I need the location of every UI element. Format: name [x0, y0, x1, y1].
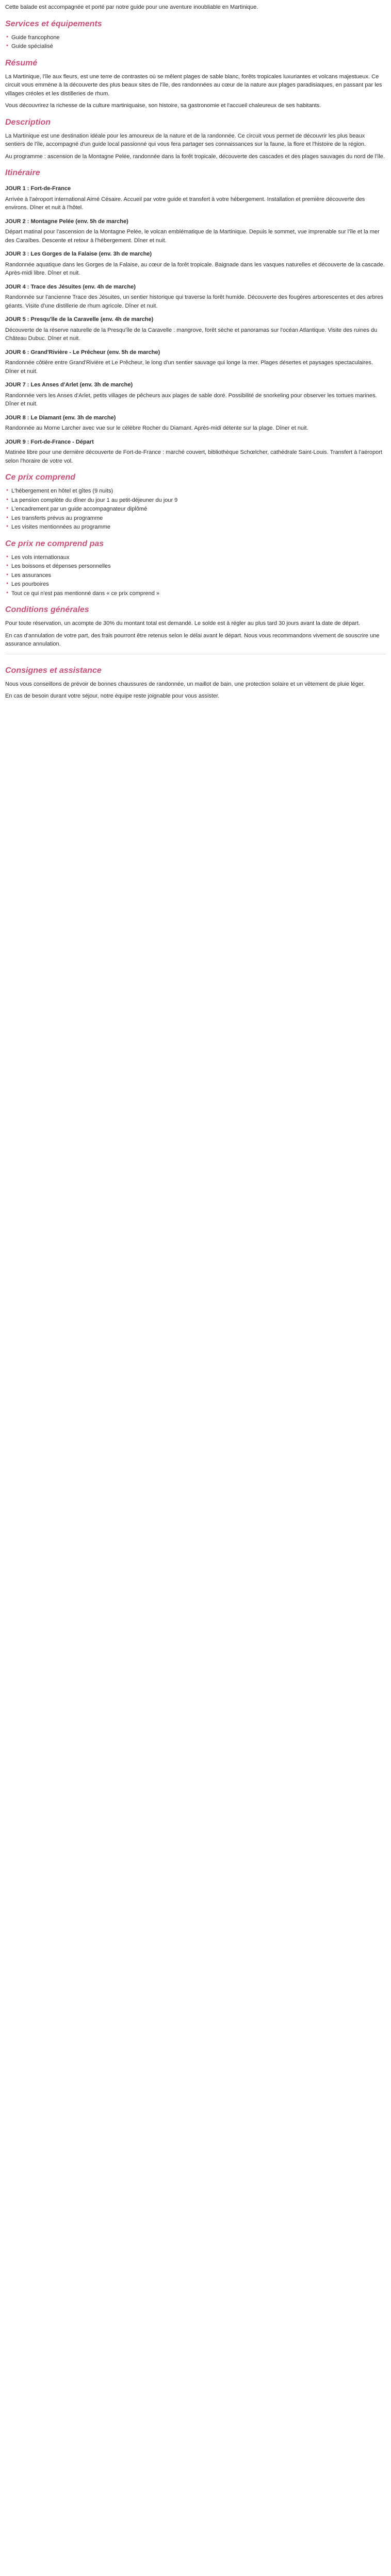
list-item: ● L'encadrement par un guide accompagnateur diplômé — [5, 505, 386, 514]
day-block — [5, 250, 386, 278]
paragraph: La Martinique, l'île aux fleurs, est une terre de contrastes où se mêlent plages de sable blanc, forêts tropicales luxuriantes et volcans majestueux. Ce circuit vous emmène à la découverte des plus beaux sites de l'île, des randonnées au cœur de la nature aux plages paradisiaques, en passant par les villages créoles et les distilleries de rhum. — [5, 73, 382, 97]
paragraph: Vous découvrirez la richesse de la culture martiniquaise, son histoire, sa gastronomie et l'accueil chaleureux de ses habitants. — [5, 103, 321, 109]
not-included-title: Ce prix ne comprend pas — [5, 539, 104, 548]
not-included-list — [5, 553, 386, 598]
list-item: ● La pension complète du dîner du jour 1 au petit-déjeuner du jour 9 — [5, 496, 386, 505]
day-block — [5, 217, 386, 245]
paragraph: La Martinique est une destination idéale pour les amoureux de la nature et de la randonnée. Ce circuit vous permet de découvrir les plus beaux sentiers de l'île, accompagné d'un guide local passionné qui vous fera partager ses connaissances sur la faune, la flore et l'histoire de la région. — [5, 132, 366, 147]
list-item: ● Les vols internationaux — [5, 553, 386, 562]
itinerary-title: Itinéraire — [5, 168, 40, 177]
description-title: Description — [5, 117, 51, 127]
day-text: Randonnée au Morne Larcher avec vue sur le célèbre Rocher du Diamant. Après-midi détente sur la plage. Dîner et nuit. — [5, 425, 308, 431]
day-text: Randonnée sur l'ancienne Trace des Jésuites, un sentier historique qui traverse la forêt humide. Découverte des fougères arborescentes et des arbres géants. Visite d'une distillerie de rhum agricole. Dîner et nuit. — [5, 294, 383, 309]
day-text: Arrivée à l'aéroport international Aimé Césaire. Accueil par votre guide et transfert à votre hébergement. Installation et première découverte des environs. Dîner et nuit à l'hôtel. — [5, 196, 365, 211]
paragraph: Pour toute réservation, un acompte de 30% du montant total est demandé. Le solde est à régler au plus tard 30 jours avant la date de départ. — [5, 620, 360, 626]
day-title: JOUR 7 : Les Anses d'Arlet (env. 3h de marche) — [5, 382, 133, 388]
conditions-title: Conditions générales — [5, 605, 89, 614]
paragraph: Au programme : ascension de la Montagne Pelée, randonnée dans la forêt tropicale, découverte des cascades et des plages sauvages du nord de l'île. — [5, 153, 385, 160]
day-text: Découverte de la réserve naturelle de la Presqu'île de la Caravelle : mangrove, forêt sèche et panoramas sur l'océan Atlantique. Visite des ruines du Château Dubuc. Dîner et nuit. — [5, 327, 378, 342]
resume-title: Résumé — [5, 58, 38, 67]
day-title: JOUR 9 : Fort-de-France - Départ — [5, 438, 94, 445]
list-item: ● Les pourboires — [5, 580, 386, 589]
paragraph: En cas d'annulation de votre part, des frais pourront être retenus selon le délai avant le départ. Nous vous recommandons vivement de souscrire une assurance annulation. — [5, 632, 380, 647]
day-text: Randonnée aquatique dans les Gorges de la Falaise, au cœur de la forêt tropicale. Baignade dans les vasques naturelles et découverte de la cascade. Après-midi libre. Dîner et nuit. — [5, 261, 385, 276]
list-item: ● Les visites mentionnées au programme — [5, 523, 386, 532]
day-title: JOUR 8 : Le Diamant (env. 3h de marche) — [5, 414, 116, 421]
day-block — [5, 414, 386, 433]
day-title: JOUR 6 : Grand'Rivière - Le Prêcheur (env. 5h de marche) — [5, 349, 160, 355]
day-block — [5, 315, 386, 343]
list-item: ● Les boissons et dépenses personnelles — [5, 562, 386, 571]
list-item: ● Les transferts prévus au programme — [5, 514, 386, 523]
included-title: Ce prix comprend — [5, 473, 76, 482]
day-block — [5, 184, 386, 212]
consignes-section — [5, 654, 386, 701]
document-page — [0, 0, 391, 720]
list-item: ● Guide francophone — [5, 33, 386, 42]
day-title: JOUR 3 : Les Gorges de la Falaise (env. 3h de marche) — [5, 251, 152, 257]
day-block — [5, 438, 386, 466]
consignes-title: Consignes et assistance — [5, 666, 102, 675]
list-item: ● Les assurances — [5, 571, 386, 580]
list-item: ● L'hébergement en hôtel et gîtes (9 nuits) — [5, 487, 386, 496]
paragraph: En cas de besoin durant votre séjour, notre équipe reste joignable pour vous assister. — [5, 693, 220, 699]
list-item: ● Tout ce qui n'est pas mentionné dans « ce prix comprend » — [5, 589, 386, 598]
day-block — [5, 348, 386, 376]
services-list — [5, 33, 386, 51]
day-block — [5, 283, 386, 311]
paragraph: Nous vous conseillons de prévoir de bonnes chaussures de randonnée, un maillot de bain, une protection solaire et un vêtement de pluie léger. — [5, 681, 365, 687]
day-title: JOUR 5 : Presqu'île de la Caravelle (env. 4h de marche) — [5, 316, 154, 323]
day-title: JOUR 2 : Montagne Pelée (env. 5h de marche) — [5, 218, 128, 225]
day-title: JOUR 4 : Trace des Jésuites (env. 4h de marche) — [5, 283, 136, 290]
included-list — [5, 487, 386, 532]
day-text: Randonnée côtière entre Grand'Rivière et Le Prêcheur, le long d'un sentier sauvage qui longe la mer. Plages désertes et paysages spectaculaires. Dîner et nuit. — [5, 360, 373, 375]
intro-text: Cette balade est accompagnée et porté par notre guide pour une aventure inoubliable en Martinique. — [5, 4, 258, 10]
day-block — [5, 381, 386, 409]
day-title: JOUR 1 : Fort-de-France — [5, 185, 71, 192]
day-text: Départ matinal pour l'ascension de la Montagne Pelée, le volcan emblématique de la Martinique. Depuis le sommet, vue imprenable sur l'île et la mer des Caraïbes. Descente et retour à l'hébergement. Dîner et nuit. — [5, 229, 380, 244]
services-title: Services et équipements — [5, 19, 102, 28]
list-item: ● Guide spécialisé — [5, 42, 386, 51]
day-text: Matinée libre pour une dernière découverte de Fort-de-France : marché couvert, bibliothèque Schœlcher, cathédrale Saint-Louis. Transfert à l'aéroport selon l'horaire de votre vol. — [5, 449, 382, 464]
day-text: Randonnée vers les Anses d'Arlet, petits villages de pêcheurs aux plages de sable doré. Possibilité de snorkeling pour observer les tortues marines. Dîner et nuit. — [5, 392, 377, 407]
